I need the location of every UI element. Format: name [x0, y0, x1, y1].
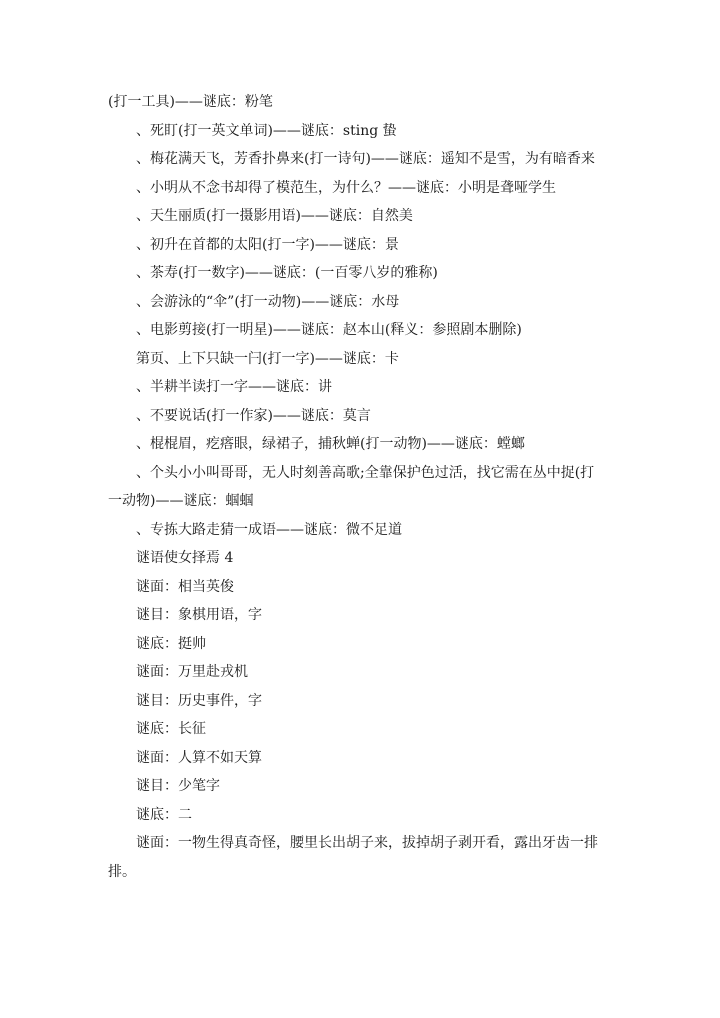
riddle-answer: 谜底：挺帅	[136, 635, 206, 652]
section-heading: 谜语使女择焉 4	[136, 550, 234, 566]
paragraph: 、专拣大路走猜一成语——谜底：微不足道	[136, 521, 402, 538]
riddle-face: 谜面：人算不如天算	[136, 749, 262, 766]
paragraph: 、电影剪接(打一明星)——谜底：赵本山(释义：参照剧本删除)	[136, 322, 522, 338]
paragraph: 、棍棍眉，疙瘩眼，绿裙子，捕秋蝉(打一动物)——谜底：螳螂	[136, 436, 525, 452]
riddle-face: 谜面：相当英俊	[136, 578, 234, 595]
paragraph: 、初升在首都的太阳(打一字)——谜底：景	[136, 236, 399, 253]
riddle-answer: 谜底：二	[136, 806, 192, 823]
riddle-category: 谜目：历史事件，字	[136, 692, 262, 709]
riddle-category: 谜目：少笔字	[136, 778, 220, 794]
paragraph: 、小明从不念书却得了模范生，为什么？——谜底：小明是聋哑学生	[136, 179, 556, 196]
paragraph: (打一工具)——谜底：粉笔	[108, 94, 273, 110]
paragraph: 第页、上下只缺一闩(打一字)——谜底：卡	[136, 350, 399, 367]
paragraph: 、个头小小叫哥哥，无人时刻善高歌;全靠保护色过活，找它需在丛中捉(打一动物)——谜底：蝈蝈	[108, 464, 595, 509]
document-body	[108, 88, 608, 886]
riddle-category: 谜目：象棋用语，字	[136, 607, 262, 623]
paragraph: 、会游泳的“伞”(打一动物)——谜底：水母	[136, 293, 400, 310]
riddle-answer: 谜底：长征	[136, 721, 206, 737]
paragraph: 、茶寿(打一数字)——谜底：(一百零八岁的雅称)	[136, 265, 438, 281]
paragraph: 、梅花满天飞，芳香扑鼻来(打一诗句)——谜底：遥知不是雪，为有暗香来	[136, 151, 595, 167]
paragraph: 、死盯(打一英文单词)——谜底：sting 蛰	[136, 122, 397, 139]
paragraph: 、半耕半读打一字——谜底：讲	[136, 379, 332, 395]
riddle-face: 谜面：万里赴戎机	[136, 664, 248, 680]
paragraph: 、天生丽质(打一摄影用语)——谜底：自然美	[136, 208, 413, 224]
riddle-face: 谜面：一物生得真奇怪，腰里长出胡子来，拔掉胡子剥开看，露出牙齿一排排。	[108, 835, 598, 880]
paragraph: 、不要说话(打一作家)——谜底：莫言	[136, 407, 371, 424]
